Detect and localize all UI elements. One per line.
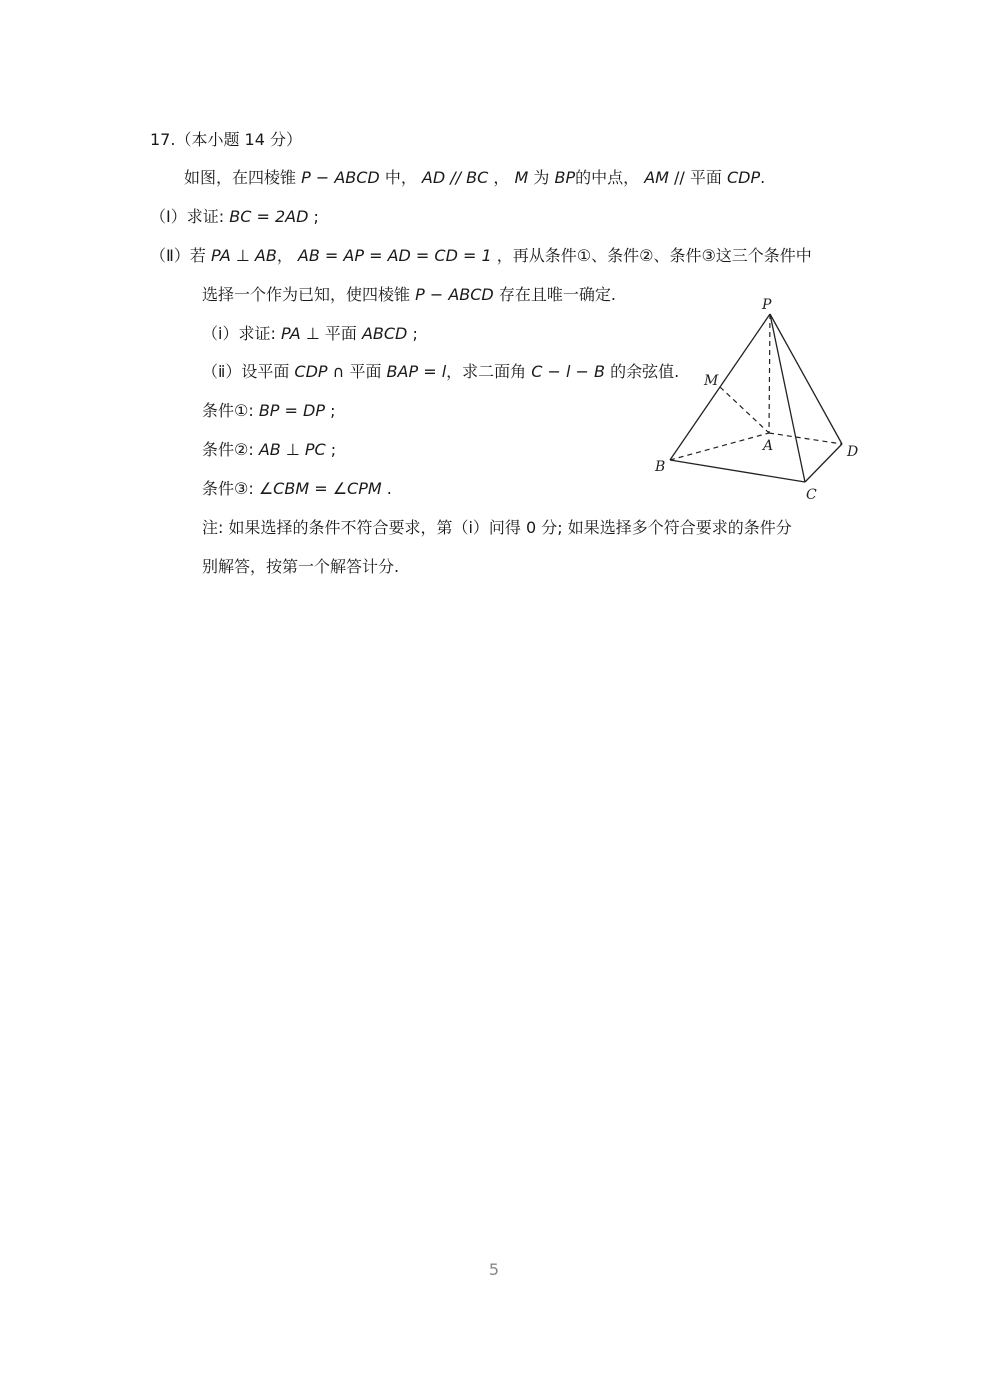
sub-ii-label: （ⅱ）	[202, 362, 242, 381]
intro-math: BP	[554, 168, 576, 187]
intro-text: .	[760, 168, 766, 187]
sub-ii-text: 设平面	[241, 362, 295, 381]
intro-text: ，	[488, 168, 515, 187]
segment-ma-hidden	[720, 387, 769, 433]
part2-text: ，	[276, 246, 298, 265]
edge-ad-hidden	[769, 433, 842, 444]
edge-cd	[805, 444, 842, 482]
condition-2-math: AB ⊥ PC	[258, 440, 326, 459]
part2-text: 若	[189, 246, 211, 265]
sub-i-line	[202, 324, 418, 344]
part1-line	[150, 207, 319, 227]
condition-1	[202, 401, 335, 421]
page-number: 5	[488, 1260, 500, 1279]
condition-2-text: ;	[325, 440, 337, 459]
sub-ii-math: CDP ∩	[294, 362, 345, 381]
part2-line2	[202, 285, 616, 305]
note-line-1: 注: 如果选择的条件不符合要求，第（ⅰ）问得 0 分; 如果选择多个符合要求的条件分	[202, 518, 792, 537]
condition-3-text: .	[381, 479, 392, 498]
part1-text: ;	[308, 207, 319, 226]
intro-math: CDP	[727, 168, 761, 187]
sub-ii-text: 的余弦值.	[604, 362, 680, 381]
sub-i-text: 求证:	[238, 324, 281, 343]
problem-intro	[184, 168, 765, 188]
label-b: B	[655, 459, 666, 475]
condition-3-math: ∠CBM = ∠CPM	[258, 479, 382, 498]
intro-math: AM	[644, 168, 669, 187]
intro-text: 的中点，	[575, 168, 645, 187]
part2-label: （Ⅱ）	[150, 246, 190, 265]
part2-text: 选择一个作为已知，使四棱锥	[202, 285, 416, 304]
label-c: C	[806, 487, 817, 503]
part2-line1	[150, 246, 812, 266]
condition-2-label: 条件②:	[202, 440, 259, 459]
intro-text: 中，	[379, 168, 422, 187]
intro-math: P − ABCD	[301, 168, 380, 187]
condition-3-label: 条件③:	[202, 479, 259, 498]
label-m: M	[704, 373, 719, 389]
sub-i-math: ABCD	[361, 324, 408, 343]
part1-math: BC = 2AD	[229, 207, 309, 226]
label-d: D	[847, 444, 859, 460]
intro-math: M	[514, 168, 529, 187]
sub-i-text: 平面	[319, 324, 362, 343]
part2-text: 存在且唯一确定.	[493, 285, 616, 304]
sub-ii-math: BAP = l	[386, 362, 447, 381]
label-p: P	[762, 297, 772, 313]
condition-3	[202, 479, 392, 499]
sub-ii-line	[202, 362, 679, 382]
note-line-2: 别解答，按第一个解答计分.	[202, 557, 400, 576]
edge-ba-hidden	[670, 433, 769, 460]
intro-text: // 平面	[668, 168, 727, 187]
sub-i-label: （ⅰ）	[202, 324, 239, 343]
condition-1-label: 条件①:	[202, 401, 259, 420]
sub-ii-text: ，求二面角	[446, 362, 532, 381]
intro-text: 为	[528, 168, 555, 187]
part2-text: ，再从条件①、条件②、条件③这三个条件中	[491, 246, 812, 265]
condition-2	[202, 440, 336, 460]
intro-math: AD // BC	[421, 168, 489, 187]
sub-i-math: PA ⊥	[280, 324, 320, 343]
condition-1-text: ;	[325, 401, 336, 420]
edge-bc	[670, 460, 805, 482]
condition-1-math: BP = DP	[258, 401, 325, 420]
problem-header: 17.（本小题 14 分）	[150, 130, 302, 149]
part2-math: AB = AP = AD = CD = 1	[297, 246, 492, 265]
edge-pd	[770, 314, 842, 444]
sub-i-text: ;	[407, 324, 418, 343]
edge-pa-hidden	[769, 314, 770, 433]
pyramid-figure	[648, 292, 868, 504]
sub-ii-text: 平面	[344, 362, 387, 381]
intro-text: 如图，在四棱锥	[184, 168, 302, 187]
edge-pc	[770, 314, 805, 482]
part1-text: 求证:	[186, 207, 230, 226]
sub-ii-math: C − l − B	[531, 362, 605, 381]
part2-math: P − ABCD	[415, 285, 494, 304]
part2-math: PA ⊥ AB	[210, 246, 277, 265]
label-a: A	[763, 438, 774, 454]
part1-label: （Ⅰ）	[150, 207, 187, 226]
